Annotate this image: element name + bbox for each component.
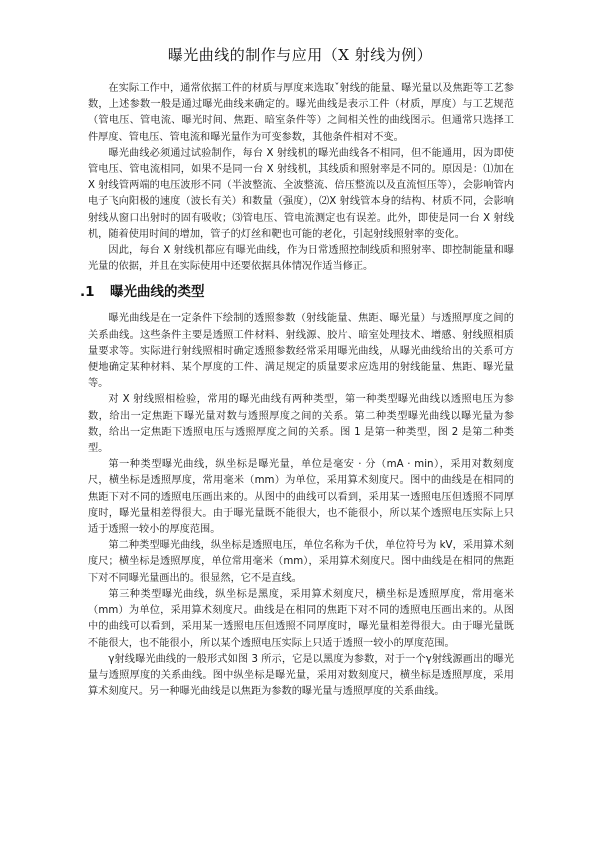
section-paragraph: γ射线曝光曲线的一般形式如图 3 所示，它是以黑度为参数，对于一个γ射线源画出的曝光量与透照厚度的关系曲线。图中纵坐标是曝光量，采用对数刻度尺，横坐标是透照厚度，采用算术刻度尺。另一种曝光曲线是以焦距为参数的曝光量与透照厚度的关系曲线。 bbox=[88, 653, 514, 698]
document-body bbox=[80, 81, 514, 700]
section-paragraph: 曝光曲线是在一定条件下绘制的透照参数（射线能量、焦距、曝光量）与透照厚度之间的关系曲线。这些条件主要是透照工件材料、射线源、胶片、暗室处理技术、增感、射线照相质量要求等。实际进行射线照相时确定透照参数经常采用曝光曲线，从曝光曲线给出的关系可方便地确定某种材料、某个厚度的工件、满足规定的质量要求应选用的射线能量、焦距、曝光量等。 bbox=[88, 313, 514, 390]
intro-paragraph: 在实际工作中，通常依据工件的材质与厚度来选取ˇ射线的能量、曝光量以及焦距等工艺参数，上述参数一般是通过曝光曲线来确定的。曝光曲线是表示工件（材质，厚度）与工艺规范（管电压、管电流、曝光时间、焦距、暗室条件等）之间相关性的曲线图示。但通常只选择工件厚度、管电压、管电流和曝光量作为可变参数，其他条件相对不变。 bbox=[88, 83, 514, 143]
section-heading-text: 曝光曲线的类型 bbox=[110, 284, 205, 301]
section-paragraph: 对 X 射线照相检验，常用的曝光曲线有两种类型，第一种类型曝光曲线以透照电压为参数，给出一定焦距下曝光量对数与透照厚度之间的关系。第二种类型曝光曲线以曝光量为参数，给出一定焦距下透照电压与透照厚度之间的关系。图 1 是第一种类型，图 2 是第二种类型。 bbox=[88, 394, 514, 455]
section-paragraph: 第二种类型曝光曲线，纵坐标是透照电压，单位名称为千伏，单位符号为 kV，采用算术刻度尺；横坐标是透照厚度，单位常用毫米（mm），采用算术刻度尺。图中曲线是在相同的焦距下对不同曝光量画出的。很显然，它不是直线。 bbox=[88, 540, 514, 584]
document-title: 曝光曲线的制作与应用（X 射线为例） bbox=[167, 46, 433, 64]
section-heading bbox=[80, 281, 514, 303]
section-paragraph: 第一种类型曝光曲线，纵坐标是曝光量，单位是毫安 · 分（mA · min），采用对数刻度尺，横坐标是透照厚度，常用毫米（mm）为单位，采用算术刻度尺。图中的曲线是在相同的焦距下对不同的透照电压画出来的。从图中的曲线可以看到，采用某一透照电压但透照不同厚度时，曝光量相差得很大。由于曝光量既不能很大，也不能很小，所以某个透照电压实际上只适于透照一较小的厚度范围。 bbox=[88, 459, 514, 536]
intro-paragraph: 曝光曲线必须通过试验制作，每台 X 射线机的曝光曲线各不相同，但不能通用，因为即使管电压、管电流相同，如果不是同一台 X 射线机，其线质和照射率是不同的。原因是：⑴加在 X 射线管两端的电压波形不同（半波整流、全波整流、倍压整流以及直流恒压等），会影响管内电子飞向阳极的速度（波长有关）和数量（强度），⑵X 射线管本身的结构、材质不同，会影响射线从窗口出射时的固有吸收；⑶管电压、管电流测定也有误差。此外，即使是同一台 X 射线机，随着使用时间的增加，管子的灯丝和靶也可能的老化，引起射线照射率的变化。 bbox=[88, 147, 514, 240]
section-number: .1 bbox=[80, 284, 95, 301]
section-paragraph: 第三种类型曝光曲线，纵坐标是黑度，采用算术刻度尺，横坐标是透照厚度，常用毫米（mm）为单位，采用算术刻度尺。曲线是在相同的焦距下对不同的透照电压画出来的。从图中的曲线可以看到，采用某一透照电压但透照不同厚度时，曝光量相差得很大。由于曝光量既不能很大，也不能很小，所以某个透照电压实际上只适于透照一较小的厚度范围。 bbox=[88, 588, 514, 649]
intro-paragraph: 因此，每台 X 射线机都应有曝光曲线，作为日常透照控制线质和照射率、即控制能量和曝光量的依据，并且在实际使用中还要依据具体情况作适当修正。 bbox=[88, 245, 514, 273]
